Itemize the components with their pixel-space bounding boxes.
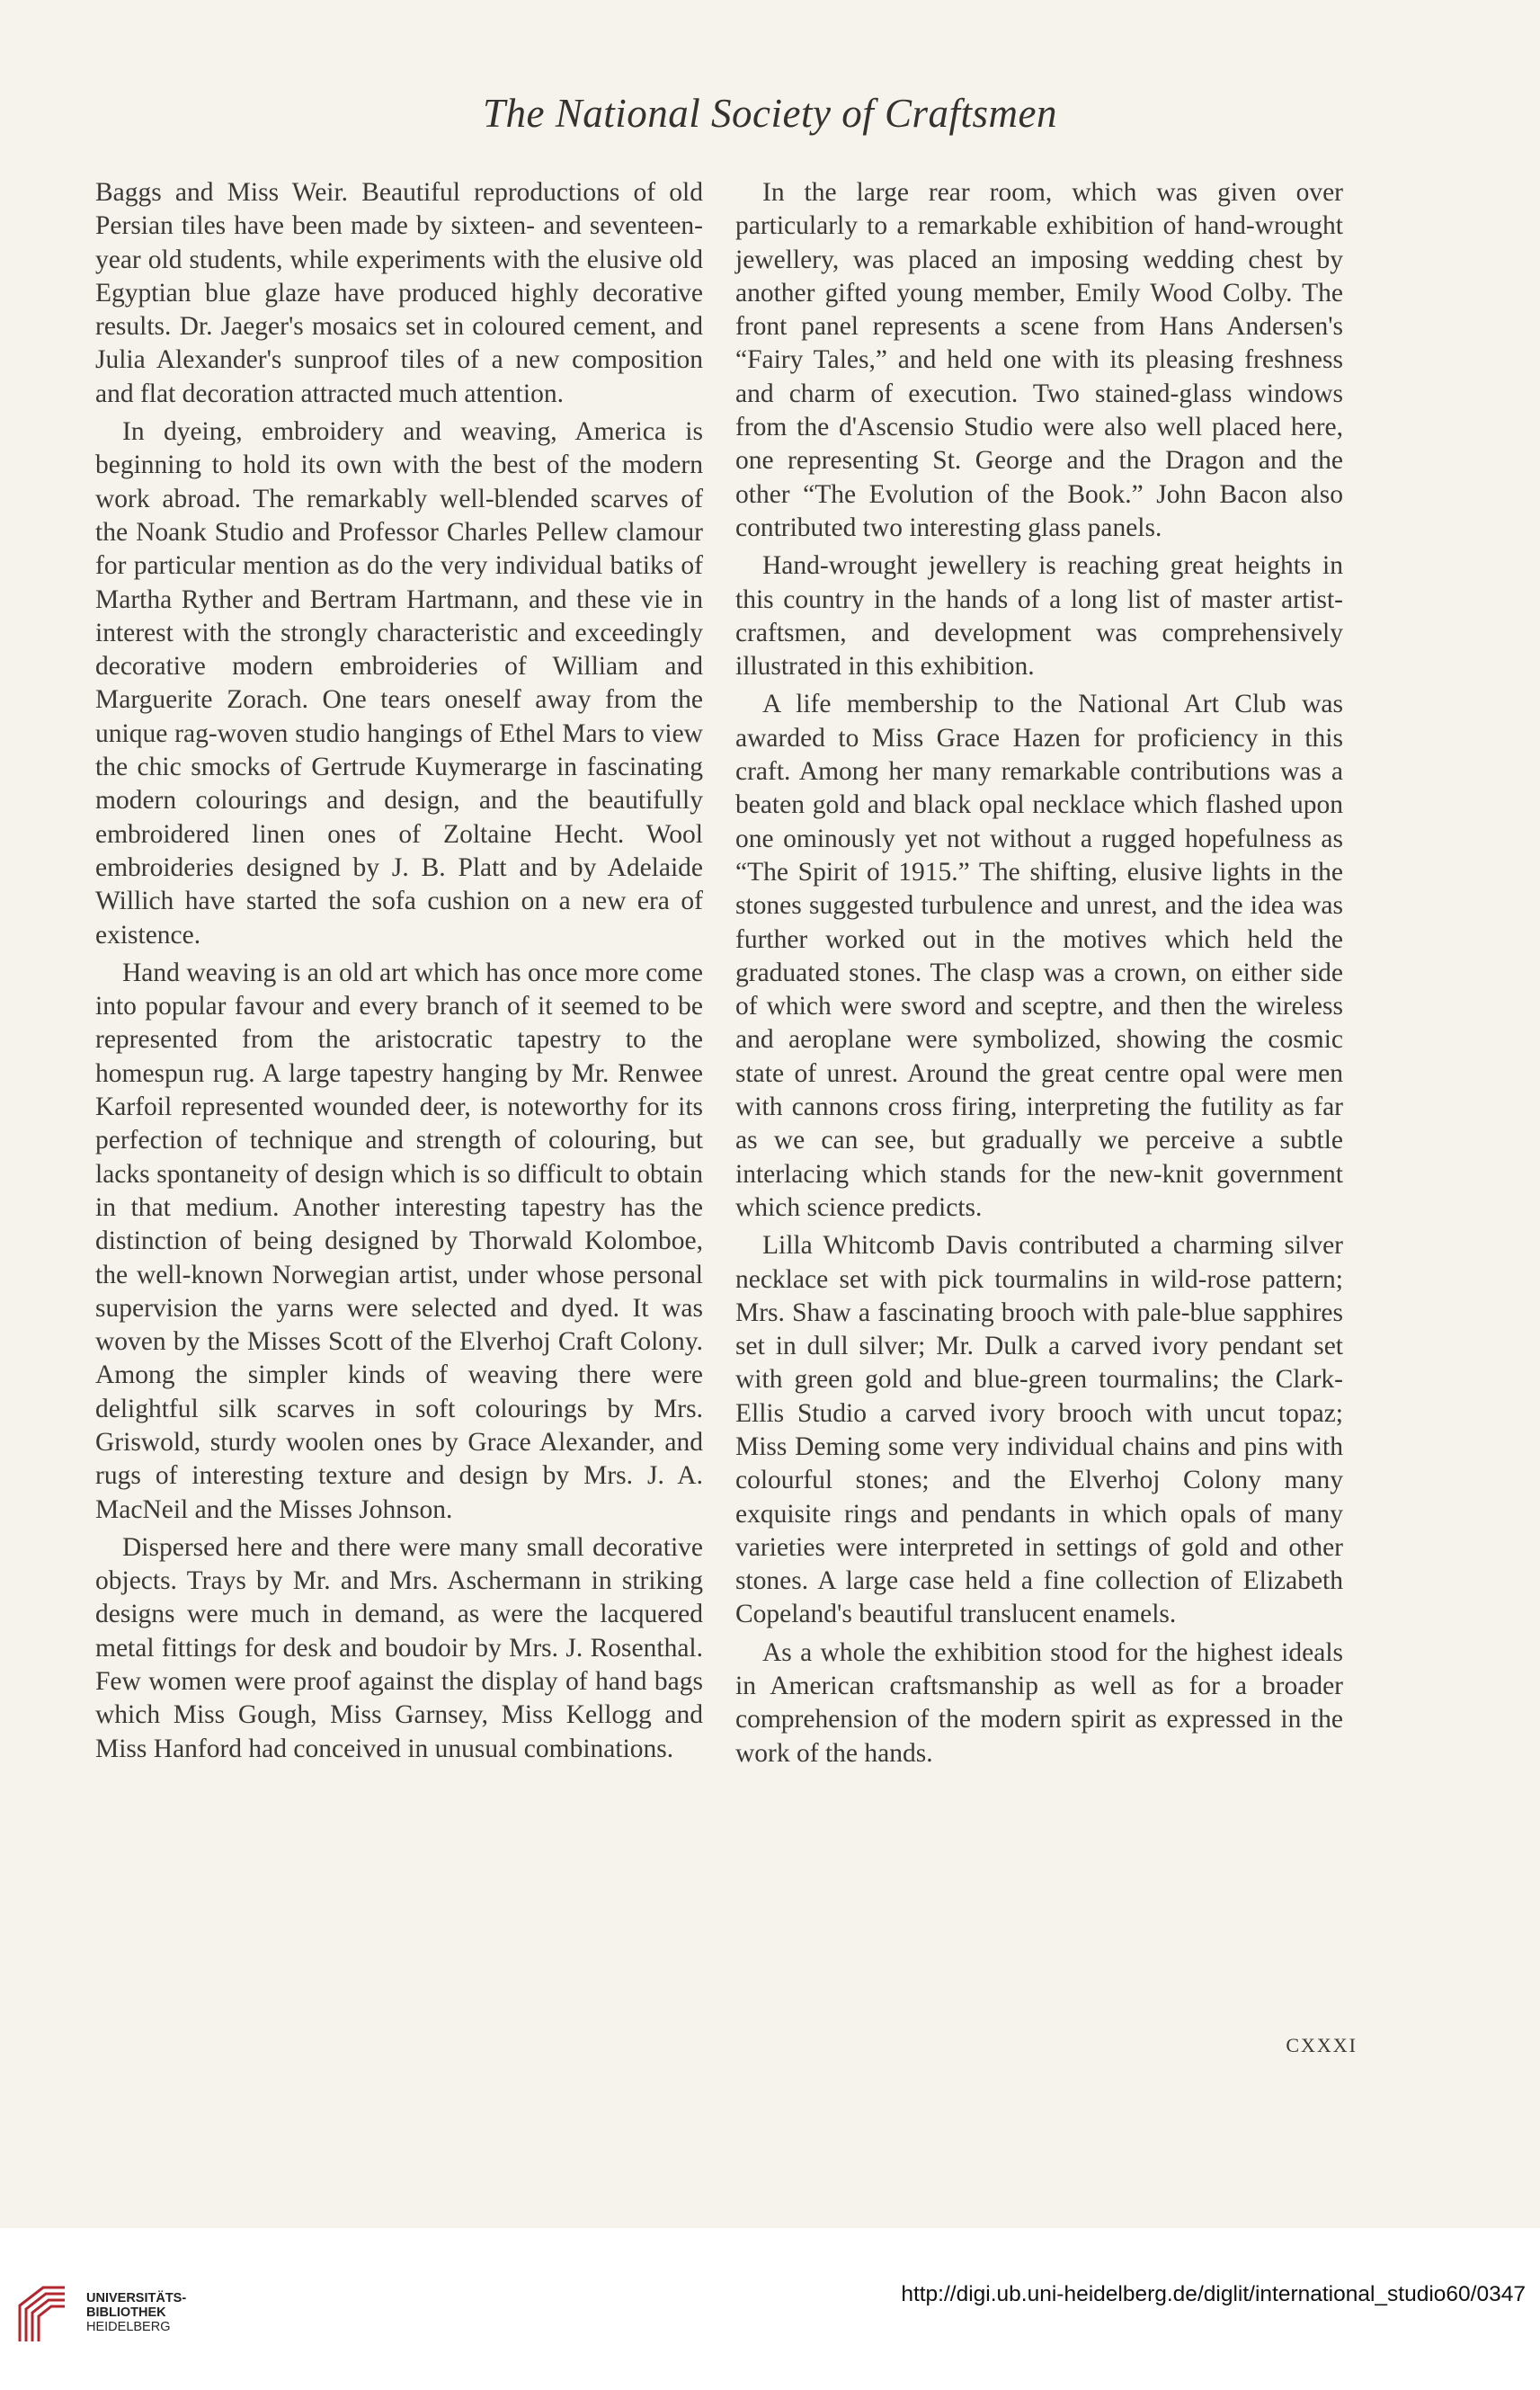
paragraph: Hand weaving is an old art which has once more come into popular favour and every branch of it seemed to be represented from the aristocratic tapestry to the homespun rug. A large tapestry hanging by Mr. Renwee Karfoil represented wounded deer, is noteworthy for its perfection of technique and strength of colouring, but lacks spontaneity of design which is so difficult to obtain in that medium. Another interesting tapestry has the distinction of being designed by Thorwald Kolomboe, the well-known Norwegian artist, under whose personal supervision the yarns were selected and dyed. It was woven by the Misses Scott of the Elverhoj Craft Colony. Among the simpler kinds of weaving there were delightful silk scarves in soft colourings by Mrs. Griswold, sturdy woolen ones by Grace Alexander, and rugs of interesting texture and design by Mrs. J. A. MacNeil and the Misses Johnson. (95, 958, 703, 1524)
left-column (95, 176, 703, 1770)
page-title: The National Society of Craftsmen (483, 91, 1057, 136)
paragraph: Lilla Whitcomb Davis contributed a charming silver necklace set with pick tourmalins in wild-rose pattern; Mrs. Shaw a fascinating brooch with pale-blue sapphires set in dull silver; Mr. Dulk a carved ivory pendant set with green gold and blue-green tourmalins; the Clark-Ellis Studio a carved ivory brooch with uncut topaz; Miss Deming some very individual chains and pins with colourful stones; and the Elverhoj Colony many exquisite rings and pendants in which opals of many varieties were interpreted in settings of gold and other stones. A large case held a fine collection of Elizabeth Copeland's beautiful translucent enamels. (735, 1231, 1343, 1629)
page-number: CXXXI (1286, 2034, 1358, 2056)
paragraph: Hand-wrought jewellery is reaching great heights in this country in the hands of a long list of master artist-craftsmen, and development was comprehensively illustrated in this exhibition. (735, 551, 1343, 682)
library-name-line: UNIVERSITÄTS- (86, 2291, 187, 2305)
library-name (86, 2291, 186, 2334)
paragraph: As a whole the exhibition stood for the highest ideals in American craftsmanship as well as for a broader comprehension of the modern spirit as expressed in the work of the hands. (735, 1637, 1343, 1768)
source-url-link[interactable]: http://digi.ub.uni-heidelberg.de/diglit/international_studio60/0347 (901, 2282, 1526, 2306)
right-column (735, 176, 1343, 1775)
footer-bar (0, 2228, 1540, 2390)
paragraph: A life membership to the National Art Club was awarded to Miss Grace Hazen for proficiency in this craft. Among her many remarkable contributions was a beaten gold and black opal necklace which flashed upon one ominously yet not without a rugged hopefulness as “The Spirit of 1915.” The shifting, elusive lights in the stones suggested turbulence and unrest, and the idea was further worked out in the motives which held the graduated stones. The clasp was a crown, on either side of which were sword and sceptre, and then the wireless and aeroplane were symbolized, showing the cosmic state of unrest. Around the great centre opal were men with cannons cross firing, interpreting the futility as far as we can see, but gradually we perceive a subtle interlacing which stands for the new-knit government which science predicts. (735, 690, 1343, 1222)
library-name-line: HEIDELBERG (86, 2320, 171, 2334)
library-logo-icon (16, 2282, 68, 2345)
library-name-line: BIBLIOTHEK (86, 2305, 166, 2320)
paragraph: In dyeing, embroidery and weaving, America is beginning to hold its own with the best of the modern work abroad. The remarkably well-blended scarves of the Noank Studio and Professor Charles Pellew clamour for particular mention as do the very individual batiks of Martha Ryther and Bertram Hartmann, and these vie in interest with the strongly characteristic and exceedingly decorative modern embroideries of William and Marguerite Zorach. One tears oneself away from the unique rag-woven studio hangings of Ethel Mars to view the chic smocks of Gertrude Kuymerarge in fascinating modern colourings and design, and the beautifully embroidered linen ones of Zoltaine Hecht. Wool embroideries designed by J. B. Platt and by Adelaide Willich have started the sofa cushion on a new era of existence. (95, 417, 703, 950)
paragraph: In the large rear room, which was given over particularly to a remarkable exhibition of hand-wrought jewellery, was placed an imposing wedding chest by another gifted young member, Emily Wood Colby. The front panel represents a scene from Hans Andersen's “Fairy Tales,” and held one with its pleasing freshness and charm of execution. Two stained-glass windows from the d'Ascensio Studio were also well placed here, one representing St. George and the Dragon and the other “The Evolution of the Book.” John Bacon also contributed two interesting glass panels. (735, 178, 1343, 542)
paragraph: Baggs and Miss Weir. Beautiful reproductions of old Persian tiles have been made by sixteen- and seventeen-year old students, while experiments with the elusive old Egyptian blue glaze have produced highly decorative results. Dr. Jaeger's mosaics set in coloured cement, and Julia Alexander's sunproof tiles of a new composition and flat decoration attracted much attention. (95, 178, 703, 408)
paragraph: Dispersed here and there were many small decorative objects. Trays by Mr. and Mrs. Aschermann in striking designs were much in demand, as were the lacquered metal fittings for desk and boudoir by Mrs. J. Rosenthal. Few women were proof against the display of hand bags which Miss Gough, Miss Garnsey, Miss Kellogg and Miss Hanford had conceived in unusual combinations. (95, 1532, 703, 1763)
